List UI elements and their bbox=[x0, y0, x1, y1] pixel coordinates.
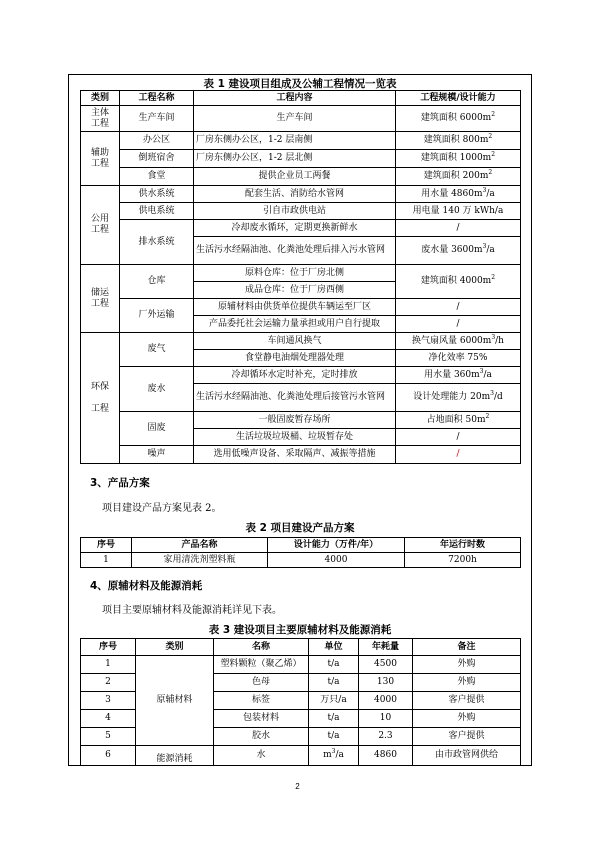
t1-drainage-scale1: / bbox=[396, 220, 521, 237]
t1-warehouse-content1: 原料仓库：位于厂房北侧 bbox=[194, 265, 396, 282]
t1-wastewater-content2: 生活污水经隔油池、化粪池处理后接管污水管网 bbox=[194, 384, 396, 412]
t3-cell-unit: $m^3/a$ bbox=[309, 746, 359, 766]
t3-header-name: 名称 bbox=[214, 639, 309, 656]
t1-cat-public: 公用 工程 bbox=[81, 186, 120, 265]
t1-water-supply-content: 配套生活、消防给水管网 bbox=[194, 186, 396, 203]
t3-cell-no: 4 bbox=[81, 710, 136, 728]
table2-caption: 表 2 项目建设产品方案 bbox=[245, 522, 355, 534]
t1-gas-name: 废气 bbox=[120, 333, 194, 367]
t2-cell-hours: 7200h bbox=[405, 553, 521, 568]
t3-cell-unit: t/a bbox=[309, 656, 359, 674]
t1-header-scale: 工程规模/设计能力 bbox=[396, 91, 521, 106]
t1-header-name: 工程名称 bbox=[120, 91, 194, 106]
table2 bbox=[80, 537, 521, 568]
t3-cell-name: 塑料颗粒（聚乙烯） bbox=[214, 656, 309, 674]
t3-category-materials: 原辅材料 bbox=[136, 656, 214, 746]
t1-noise-name: 噪声 bbox=[120, 446, 194, 464]
table1 bbox=[80, 90, 521, 464]
t3-cell-name: 色母 bbox=[214, 674, 309, 692]
t2-cell-product: 家用清洗剂塑料瓶 bbox=[132, 553, 268, 568]
t3-cell-no: 1 bbox=[81, 656, 136, 674]
t3-header-unit: 单位 bbox=[309, 639, 359, 656]
t1-cat-aux: 辅助 工程 bbox=[81, 132, 120, 186]
t3-cell-name: 水 bbox=[214, 746, 309, 766]
t1-warehouse-scale: 建筑面积 $4000m^2$ bbox=[396, 265, 521, 299]
t2-header-capacity: 设计能力（万件/年） bbox=[268, 538, 405, 553]
t1-power-supply-scale: 用电量 140 万 kWh/a bbox=[396, 203, 521, 220]
t1-cat-main: 主体 工程 bbox=[81, 106, 120, 132]
t1-solid-name: 固废 bbox=[120, 412, 194, 446]
t3-cell-unit: t/a bbox=[309, 710, 359, 728]
t3-cell-unit: t/a bbox=[309, 674, 359, 692]
t1-gas-scale1: 换气扇风量 $6000m^3/h$ bbox=[396, 333, 521, 350]
t1-solid-content2: 生活垃圾垃圾桶、垃圾暂存处 bbox=[194, 429, 396, 446]
t1-wastewater-scale2: 设计处理能力 $20m^3/d$ bbox=[396, 384, 521, 412]
t3-cell-note: 外购 bbox=[413, 674, 521, 692]
table1-caption: 表 1 建设项目组成及公辅工程情况一览表 bbox=[203, 78, 397, 90]
t1-gas-scale2: 净化效率 75% bbox=[396, 350, 521, 367]
t3-cell-note: 外购 bbox=[413, 710, 521, 728]
t3-cell-amount: 4860 bbox=[359, 746, 413, 766]
t1-header-content: 工程内容 bbox=[194, 91, 396, 106]
t1-solid-scale1: 占地面积 $50m^2$ bbox=[396, 412, 521, 429]
t1-cat-storage: 储运 工程 bbox=[81, 265, 120, 333]
t1-cat-env: 环保 工程 bbox=[81, 333, 120, 464]
t3-cell-unit: 万只/a bbox=[309, 692, 359, 710]
t1-main-name: 生产车间 bbox=[120, 106, 194, 132]
table3 bbox=[80, 638, 521, 766]
t1-main-content: 生产车间 bbox=[194, 106, 396, 132]
section4-heading: 4、原辅材料及能源消耗 bbox=[90, 580, 203, 592]
table-row bbox=[81, 553, 521, 568]
t1-power-supply-name: 供电系统 bbox=[120, 203, 194, 220]
t1-gas-content2: 食堂静电油烟处理器处理 bbox=[194, 350, 396, 367]
t2-header-no: 序号 bbox=[81, 538, 132, 553]
t1-drainage-name: 排水系统 bbox=[120, 220, 194, 265]
page-number: 2 bbox=[295, 782, 300, 791]
t3-cell-note: 客户提供 bbox=[413, 692, 521, 710]
t1-aux-content: 厂房东侧办公区，1-2 层南侧 bbox=[194, 132, 396, 150]
t3-header-no: 序号 bbox=[81, 639, 136, 656]
t3-cell-no: 5 bbox=[81, 728, 136, 746]
t1-aux-name: 食堂 bbox=[120, 168, 194, 186]
t3-cell-note: 外购 bbox=[413, 656, 521, 674]
t1-aux-name: 倒班宿舍 bbox=[120, 150, 194, 168]
section3-heading: 3、产品方案 bbox=[90, 477, 150, 489]
t1-transport-name: 厂外运输 bbox=[120, 299, 194, 333]
t3-header-note: 备注 bbox=[413, 639, 521, 656]
t3-cell-note: 客户提供 bbox=[413, 728, 521, 746]
t3-header-category: 类别 bbox=[136, 639, 214, 656]
t1-water-supply-scale: 用水量 $4860m^3/a$ bbox=[396, 186, 521, 203]
table-row bbox=[81, 656, 521, 674]
t1-transport-scale1: / bbox=[396, 299, 521, 316]
t1-aux-scale: 建筑面积 $800m^2$ bbox=[396, 132, 521, 150]
t2-header-product: 产品名称 bbox=[132, 538, 268, 553]
t3-category-energy: 能源消耗 bbox=[136, 746, 214, 766]
t1-noise-scale: / bbox=[396, 446, 521, 464]
t1-gas-content1: 车间通风换气 bbox=[194, 333, 396, 350]
section3-text: 项目建设产品方案见表 2。 bbox=[102, 503, 222, 514]
t1-aux-name: 办公区 bbox=[120, 132, 194, 150]
t1-wastewater-name: 废水 bbox=[120, 367, 194, 412]
t1-header-category: 类别 bbox=[81, 91, 120, 106]
table3-caption: 表 3 建设项目主要原辅材料及能源消耗 bbox=[208, 624, 392, 636]
t1-water-supply-name: 供水系统 bbox=[120, 186, 194, 203]
t3-cell-name: 标签 bbox=[214, 692, 309, 710]
t1-warehouse-name: 仓库 bbox=[120, 265, 194, 299]
t1-wastewater-scale1: 用水量 $360m^3/a$ bbox=[396, 367, 521, 384]
t1-power-supply-content: 引自市政供电站 bbox=[194, 203, 396, 220]
t2-cell-no: 1 bbox=[81, 553, 132, 568]
t3-cell-name: 胶水 bbox=[214, 728, 309, 746]
t3-cell-unit: t/a bbox=[309, 728, 359, 746]
t1-drainage-content1: 冷却废水循环，定期更换新鲜水 bbox=[194, 220, 396, 237]
t1-transport-scale2: / bbox=[396, 316, 521, 333]
t1-aux-scale: 建筑面积 $200m^2$ bbox=[396, 168, 521, 186]
t3-cell-amount: 10 bbox=[359, 710, 413, 728]
t1-solid-scale2: / bbox=[396, 429, 521, 446]
t3-cell-note: 由市政管网供给 bbox=[413, 746, 521, 766]
t1-aux-scale: 建筑面积 $1000m^2$ bbox=[396, 150, 521, 168]
t3-cell-amount: 4000 bbox=[359, 692, 413, 710]
t1-noise-content: 选用低噪声设备、采取隔声、减振等措施 bbox=[194, 446, 396, 464]
t3-cell-amount: 2.3 bbox=[359, 728, 413, 746]
t3-cell-amount: 4500 bbox=[359, 656, 413, 674]
t3-cell-no: 6 bbox=[81, 746, 136, 766]
table-row bbox=[81, 746, 521, 766]
t3-cell-name: 包装材料 bbox=[214, 710, 309, 728]
t3-cell-no: 2 bbox=[81, 674, 136, 692]
t2-header-hours: 年运行时数 bbox=[405, 538, 521, 553]
t3-header-amount: 年耗量 bbox=[359, 639, 413, 656]
t1-wastewater-content1: 冷却循环水定时补充，定时排放 bbox=[194, 367, 396, 384]
t2-cell-capacity: 4000 bbox=[268, 553, 405, 568]
t1-aux-content: 厂房东侧办公区，1-2 层北侧 bbox=[194, 150, 396, 168]
t1-drainage-content2: 生活污水经隔油池、化粪池处理后排入污水管网 bbox=[194, 237, 396, 265]
t3-cell-no: 3 bbox=[81, 692, 136, 710]
t1-aux-content: 提供企业员工两餐 bbox=[194, 168, 396, 186]
t1-transport-content2: 产品委托社会运输力量承担或用户自行提取 bbox=[194, 316, 396, 333]
section4-text: 项目主要原辅材料及能源消耗详见下表。 bbox=[102, 605, 282, 616]
t1-main-scale: 建筑面积 $6000m^2$ bbox=[396, 106, 521, 132]
t1-warehouse-content2: 成品仓库：位于厂房西侧 bbox=[194, 282, 396, 299]
t3-cell-amount: 130 bbox=[359, 674, 413, 692]
t1-transport-content1: 原辅材料由供货单位提供车辆运至厂区 bbox=[194, 299, 396, 316]
t1-drainage-scale2: 废水量 $3600m^3/a$ bbox=[396, 237, 521, 265]
t1-solid-content1: 一般固废暂存场所 bbox=[194, 412, 396, 429]
